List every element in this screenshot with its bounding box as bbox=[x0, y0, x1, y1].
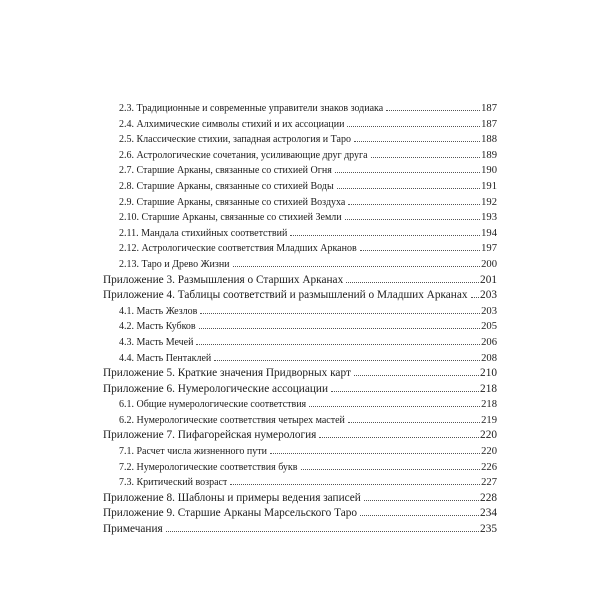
toc-subsection-entry bbox=[103, 475, 497, 491]
toc-subsection-entry bbox=[103, 132, 497, 148]
toc-entry-title: Приложение 3. Размышления о Старших Арканах bbox=[103, 273, 344, 286]
toc-page-number: 203 bbox=[480, 289, 497, 302]
toc-subsection-entry bbox=[103, 179, 497, 195]
toc-page-number: 203 bbox=[481, 305, 497, 317]
toc-page-number: 197 bbox=[481, 243, 497, 255]
toc-appendix-entry bbox=[103, 366, 497, 382]
toc-page-number: 194 bbox=[481, 227, 497, 239]
dot-leader bbox=[354, 375, 479, 376]
toc-page-number: 187 bbox=[481, 118, 497, 130]
toc-entry-title: 2.5. Классические стихии, западная астрология и Таро bbox=[119, 134, 351, 146]
toc-page-number: 201 bbox=[480, 273, 497, 286]
toc-entry-title: 7.2. Нумерологические соответствия букв bbox=[119, 461, 298, 473]
toc-entry-title: Приложение 6. Нумерологические ассоциации bbox=[103, 382, 328, 395]
dot-leader bbox=[199, 328, 480, 329]
toc-subsection-entry bbox=[103, 101, 497, 117]
toc-page-number: 234 bbox=[480, 507, 497, 520]
toc-appendix-entry bbox=[103, 522, 497, 538]
dot-leader bbox=[214, 360, 480, 361]
toc-entry-title: 2.12. Астрологические соответствия Младших Арканов bbox=[119, 243, 357, 255]
toc-appendix-entry bbox=[103, 273, 497, 289]
toc-subsection-entry bbox=[103, 335, 497, 351]
toc-entry-title: 2.13. Таро и Древо Жизни bbox=[119, 258, 230, 270]
toc-page-number: 228 bbox=[480, 491, 497, 504]
dot-leader bbox=[354, 141, 480, 142]
toc-entry-title: Приложение 8. Шаблоны и примеры ведения записей bbox=[103, 491, 361, 504]
dot-leader bbox=[471, 297, 480, 298]
toc-entry-title: 4.4. Масть Пентаклей bbox=[119, 352, 212, 364]
toc-subsection-entry bbox=[103, 304, 497, 320]
toc-entry-title: 7.1. Расчет числа жизненного пути bbox=[119, 446, 267, 458]
toc-page-number: 220 bbox=[481, 446, 497, 458]
toc-page-number: 187 bbox=[481, 103, 497, 114]
dot-leader bbox=[319, 437, 479, 438]
toc-entry-title: 2.6. Астрологические сочетания, усиливающие друг друга bbox=[119, 149, 368, 161]
toc-subsection-entry bbox=[103, 117, 497, 133]
toc-entry-title: 2.11. Мандала стихийных соответствий bbox=[119, 227, 288, 239]
toc-entry-title: 2.10. Старшие Арканы, связанные со стихией Земли bbox=[119, 212, 342, 224]
toc-subsection-entry bbox=[103, 460, 497, 476]
table-of-contents bbox=[103, 101, 497, 538]
toc-appendix-entry bbox=[103, 382, 497, 398]
toc-entry-title: 4.1. Масть Жезлов bbox=[119, 305, 198, 317]
toc-subsection-entry bbox=[103, 210, 497, 226]
toc-appendix-entry bbox=[103, 428, 497, 444]
toc-entry-title: 4.2. Масть Кубков bbox=[119, 321, 196, 333]
dot-leader bbox=[360, 250, 480, 251]
toc-entry-title: 2.8. Старшие Арканы, связанные со стихией Воды bbox=[119, 180, 334, 192]
toc-page-number: 200 bbox=[481, 258, 497, 270]
dot-leader bbox=[348, 422, 480, 423]
toc-entry-title: 7.3. Критический возраст bbox=[119, 477, 228, 489]
toc-subsection-entry bbox=[103, 397, 497, 413]
toc-page-number: 210 bbox=[480, 367, 497, 380]
dot-leader bbox=[233, 266, 481, 267]
dot-leader bbox=[230, 484, 480, 485]
toc-subsection-entry bbox=[103, 351, 497, 367]
dot-leader bbox=[290, 235, 480, 236]
toc-page-number: 188 bbox=[481, 134, 497, 146]
toc-entry-title: Приложение 7. Пифагорейская нумерология bbox=[103, 429, 317, 442]
dot-leader bbox=[386, 110, 480, 111]
toc-entry-title: 2.4. Алхимические символы стихий и их ассоциации bbox=[119, 118, 345, 130]
toc-page-number: 192 bbox=[481, 196, 497, 208]
toc-entry-title: 4.3. Масть Мечей bbox=[119, 336, 194, 348]
toc-page-number: 218 bbox=[481, 399, 497, 411]
toc-page-number: 219 bbox=[481, 414, 497, 426]
toc-page-number: 218 bbox=[480, 382, 497, 395]
dot-leader bbox=[345, 219, 480, 220]
toc-appendix-entry bbox=[103, 506, 497, 522]
toc-entry-title: 2.3. Традиционные и современные управители знаков зодиака bbox=[119, 103, 384, 114]
dot-leader bbox=[166, 531, 479, 532]
dot-leader bbox=[196, 344, 480, 345]
toc-subsection-entry bbox=[103, 319, 497, 335]
toc-page-number: 193 bbox=[481, 212, 497, 224]
toc-entry-title: Приложение 4. Таблицы соответствий и размышлений о Младших Арканах bbox=[103, 289, 468, 302]
toc-entry-title: 6.1. Общие нумерологические соответствия bbox=[119, 399, 307, 411]
toc-page-number: 191 bbox=[481, 180, 497, 192]
toc-page-number: 208 bbox=[481, 352, 497, 364]
dot-leader bbox=[331, 391, 479, 392]
dot-leader bbox=[348, 204, 480, 205]
toc-appendix-entry bbox=[103, 491, 497, 507]
toc-page-number: 206 bbox=[481, 336, 497, 348]
dot-leader bbox=[301, 469, 481, 470]
toc-page-number: 226 bbox=[481, 461, 497, 473]
toc-subsection-entry bbox=[103, 413, 497, 429]
toc-subsection-entry bbox=[103, 226, 497, 242]
toc-subsection-entry bbox=[103, 195, 497, 211]
toc-subsection-entry bbox=[103, 163, 497, 179]
toc-page-number: 220 bbox=[480, 429, 497, 442]
toc-page-number: 189 bbox=[481, 149, 497, 161]
dot-leader bbox=[360, 515, 479, 516]
toc-entry-title: 2.7. Старшие Арканы, связанные со стихией Огня bbox=[119, 165, 332, 177]
toc-subsection-entry bbox=[103, 241, 497, 257]
dot-leader bbox=[335, 172, 480, 173]
toc-page-number: 205 bbox=[481, 321, 497, 333]
toc-page-number: 227 bbox=[481, 477, 497, 489]
toc-page-number: 190 bbox=[481, 165, 497, 177]
dot-leader bbox=[371, 157, 481, 158]
toc-entry-title: Приложение 5. Краткие значения Придворных карт bbox=[103, 367, 351, 380]
toc-entry-title: Приложение 9. Старшие Арканы Марсельского Таро bbox=[103, 507, 358, 520]
dot-leader bbox=[364, 500, 479, 501]
dot-leader bbox=[309, 406, 480, 407]
dot-leader bbox=[347, 126, 480, 127]
dot-leader bbox=[200, 313, 480, 314]
toc-subsection-entry bbox=[103, 257, 497, 273]
toc-entry-title: 2.9. Старшие Арканы, связанные со стихией Воздуха bbox=[119, 196, 346, 208]
toc-page-number: 235 bbox=[480, 523, 497, 536]
toc-entry-title: Примечания bbox=[103, 523, 163, 536]
dot-leader bbox=[346, 282, 479, 283]
dot-leader bbox=[337, 188, 480, 189]
toc-subsection-entry bbox=[103, 148, 497, 164]
dot-leader bbox=[270, 453, 480, 454]
toc-subsection-entry bbox=[103, 444, 497, 460]
toc-entry-title: 6.2. Нумерологические соответствия четырех мастей bbox=[119, 414, 345, 426]
toc-appendix-entry bbox=[103, 288, 497, 304]
